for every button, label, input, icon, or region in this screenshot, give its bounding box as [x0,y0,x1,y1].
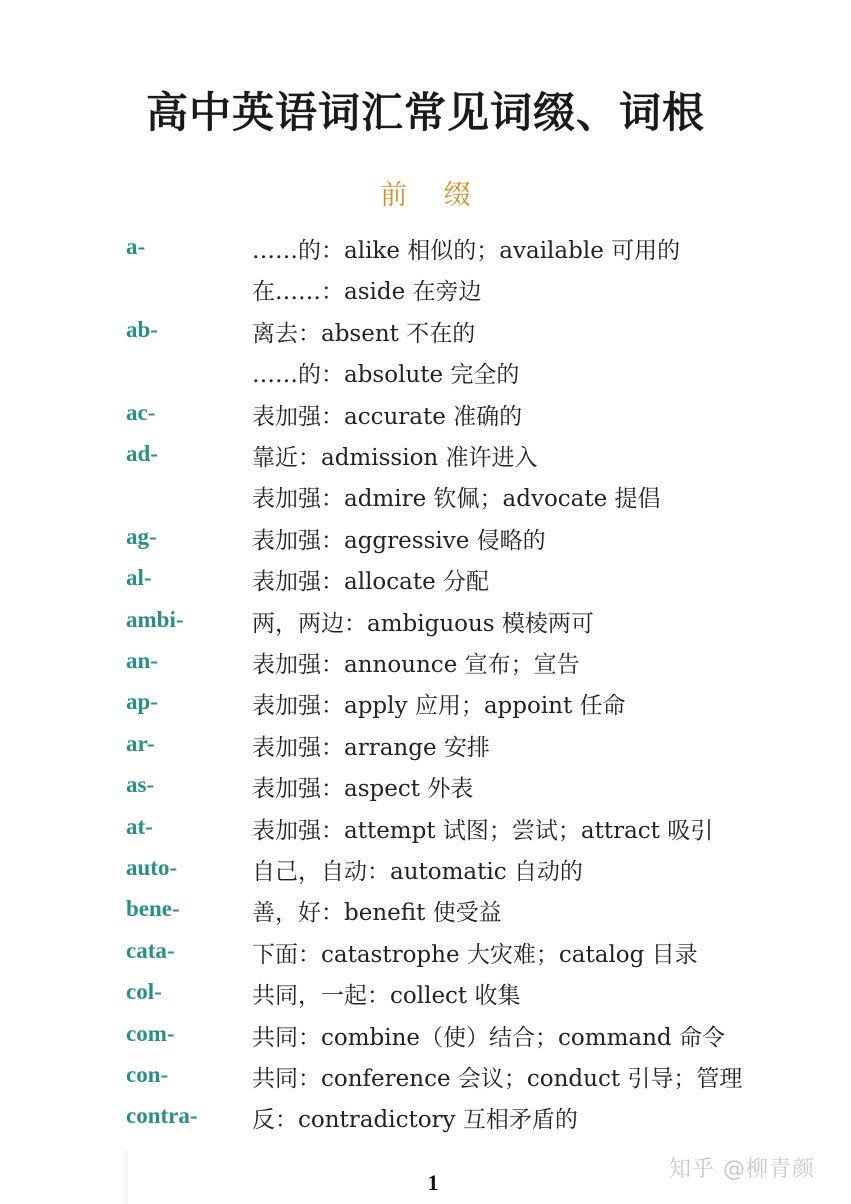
prefix-meaning: 共同：conference 会议；conduct 引导；管理 [252,1066,743,1092]
list-item [0,437,851,478]
list-item [0,1058,851,1099]
prefix-term: bene- [126,896,180,922]
prefix-meaning: ……的：absolute 完全的 [252,362,520,389]
prefix-term: a- [126,234,146,259]
prefix-meaning: ……的：alike 相似的；available 可用的 [252,238,681,264]
list-item [0,396,851,437]
prefix-meaning: 靠近：admission 准许进入 [252,445,538,471]
prefix-meaning: 表加强：aggressive 侵略的 [252,527,546,554]
prefix-meaning: 表加强：arrange 安排 [252,734,490,761]
prefix-meaning: 表加强：attempt 试图；尝试；attract 吸引 [252,817,714,844]
prefix-term: ad- [126,441,158,466]
prefix-meaning: 共同：combine（使）结合；command 命令 [252,1024,725,1051]
prefix-term: an- [126,648,158,673]
prefix-meaning: 表加强：allocate 分配 [252,569,490,596]
watermark: 知乎 @柳青颜 [669,1157,815,1182]
prefix-meaning: 下面：catastrophe 大灾难；catalog 目录 [252,941,698,968]
prefix-term: ab- [126,316,158,342]
prefix-term: ar- [126,730,155,756]
prefix-term: contra- [126,1103,198,1129]
list-item [0,934,851,975]
prefix-meaning: 表加强：admire 钦佩；advocate 提倡 [252,486,661,513]
list-item [0,354,851,395]
prefix-meaning: 表加强：announce 宣布；宣告 [252,652,580,678]
list-item [0,892,851,933]
list-item [0,603,851,644]
list-item [0,768,851,809]
prefix-meaning: 共同，一起：collect 收集 [252,983,521,1010]
list-item [0,727,851,768]
list-item [0,851,851,892]
list-item [0,520,851,561]
list-item [0,313,851,354]
prefix-meaning: 自己，自动：automatic 自动的 [252,859,583,885]
prefix-term: auto- [126,855,178,880]
list-item [0,1099,851,1140]
list-item [0,478,851,519]
list-item [0,561,851,602]
prefix-meaning: 善，好：benefit 使受益 [252,900,502,927]
prefix-term: as- [126,772,155,798]
page-number: 1 [427,1170,439,1195]
list-item [0,685,851,726]
list-item [0,271,851,312]
list-item [0,975,851,1016]
prefix-term: ag- [126,523,157,549]
prefix-meaning: 反：contradictory 互相矛盾的 [252,1107,578,1134]
list-item [0,644,851,685]
prefix-meaning: 表加强：aspect 外表 [252,776,474,803]
prefix-term: ac- [126,399,156,425]
page-title: 高中英语词汇常见词缀、词根 [145,88,705,137]
list-item [0,1017,851,1058]
prefix-term: ambi- [126,606,184,632]
prefix-term: at- [126,813,153,839]
prefix-term: ap- [126,689,158,715]
prefix-term: com- [126,1020,175,1046]
list-item [0,810,851,851]
section-title: 前 缀 [380,180,485,211]
prefix-meaning: 两，两边：ambiguous 模棱两可 [252,610,594,637]
prefix-term: cata- [126,937,175,963]
prefix-meaning: 离去：absent 不在的 [252,320,476,347]
prefix-meaning: 表加强：accurate 准确的 [252,403,523,430]
prefix-meaning: 在……：aside 在旁边 [252,279,482,306]
prefix-term: con- [126,1062,169,1087]
prefix-term: col- [126,979,162,1005]
list-item [0,230,851,271]
prefix-meaning: 表加强：apply 应用；appoint 任命 [252,693,626,720]
prefix-term: al- [126,565,152,591]
